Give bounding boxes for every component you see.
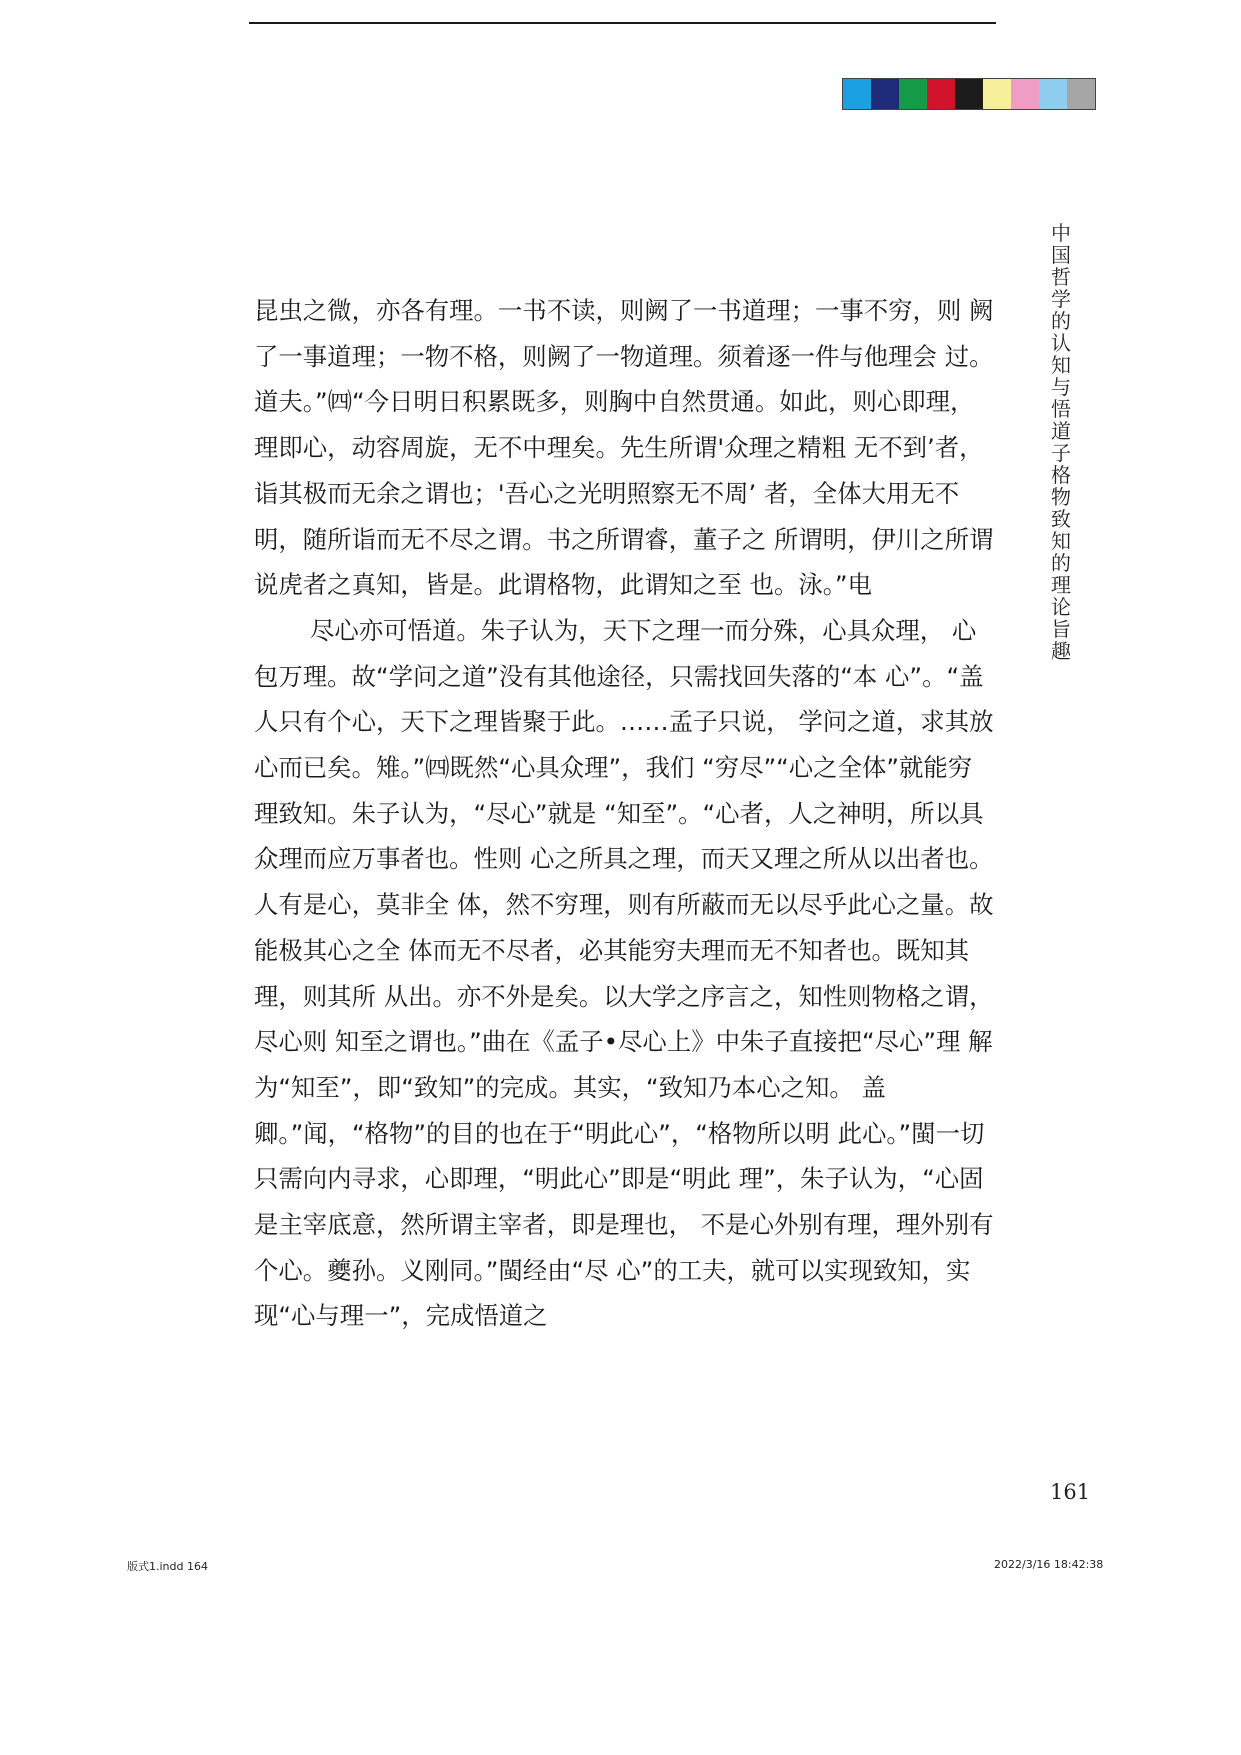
paragraph: 尽心亦可悟道。朱子认为，天下之理一而分殊，心具众理， 心包万理。故“学问之道”没有其他途径，只需找回失落的“本 心”。“盖人只有个心，天下之理皆聚于此。……孟子只说， 学问之道，求其放心而已矣。雉。”㈣既然“心具众理”，我们 “穷尽”“心之全体”就能穷理致知。朱子认为，“尽心”就是 “知至”。“心者，人之神明，所以具众理而应万事者也。性则 心之所具之理，而天又理之所从以出者也。人有是心，莫非全 体，然不穷理，则有所蔽而无以尽乎此心之量。故能极其心之全 体而无不尽者，必其能穷夫理而无不知者也。既知其理，则其所 从出。亦不外是矣。以大学之序言之，知性则物格之谓，尽心则 知至之谓也。”曲在《孟子•尽心上》中朱子直接把“尽心”理 解为“知至”，即“致知”的完成。其实，“致知乃本心之知。 盖卿。”闻，“格物”的目的也在于“明此心”，“格物所以明 此心。”閩一切只需向内寻求，心即理，“明此心”即是“明此 理”，朱子认为，“心固是主宰底意，然所谓主宰者，即是理也， 不是心外别有理，理外别有个心。夔孙。义刚同。”閩经由“尽 心”的工夫，就可以实现致知，实现“心与理一”，完成悟道之 bbox=[254, 615, 994, 1331]
paragraph: 昆虫之微，亦各有理。一书不读，则阙了一书道理；一事不穷，则 阙了一事道理；一物不格，则阙了一物道理。须着逐一件与他理会 过。道夫。”㈣“今日明日积累既多，则胸中自然贯通。如此，则心即理，理即心，动容周旋，无不中理矣。先生所谓'众理之精粗 无不到’者，诣其极而无余之谓也；'吾心之光明照察无不周’ 者，全体大用无不明，随所诣而无不尽之谓。书之所谓睿，董子之 所谓明，伊川之所谓说虎者之真知，皆是。此谓格物，此谓知之至 也。泳。”电 bbox=[254, 296, 994, 600]
color-swatch bbox=[843, 79, 871, 109]
color-swatch bbox=[1067, 79, 1095, 109]
color-registration-bar bbox=[842, 78, 1096, 110]
top-rule bbox=[249, 22, 996, 24]
color-swatch bbox=[955, 79, 983, 109]
color-swatch bbox=[1011, 79, 1039, 109]
body-text bbox=[254, 288, 994, 1339]
page-number: 161 bbox=[1050, 1480, 1091, 1504]
color-swatch bbox=[983, 79, 1011, 109]
color-swatch bbox=[927, 79, 955, 109]
color-swatch bbox=[871, 79, 899, 109]
print-slug-timestamp: 2022/3/16 18:42:38 bbox=[994, 1558, 1104, 1571]
print-slug-filename: 版式1.indd 164 bbox=[127, 1560, 208, 1573]
running-head: 中国哲学的认知与悟道子格物致知的理论旨趣 bbox=[1051, 221, 1071, 663]
color-swatch bbox=[899, 79, 927, 109]
color-swatch bbox=[1039, 79, 1067, 109]
